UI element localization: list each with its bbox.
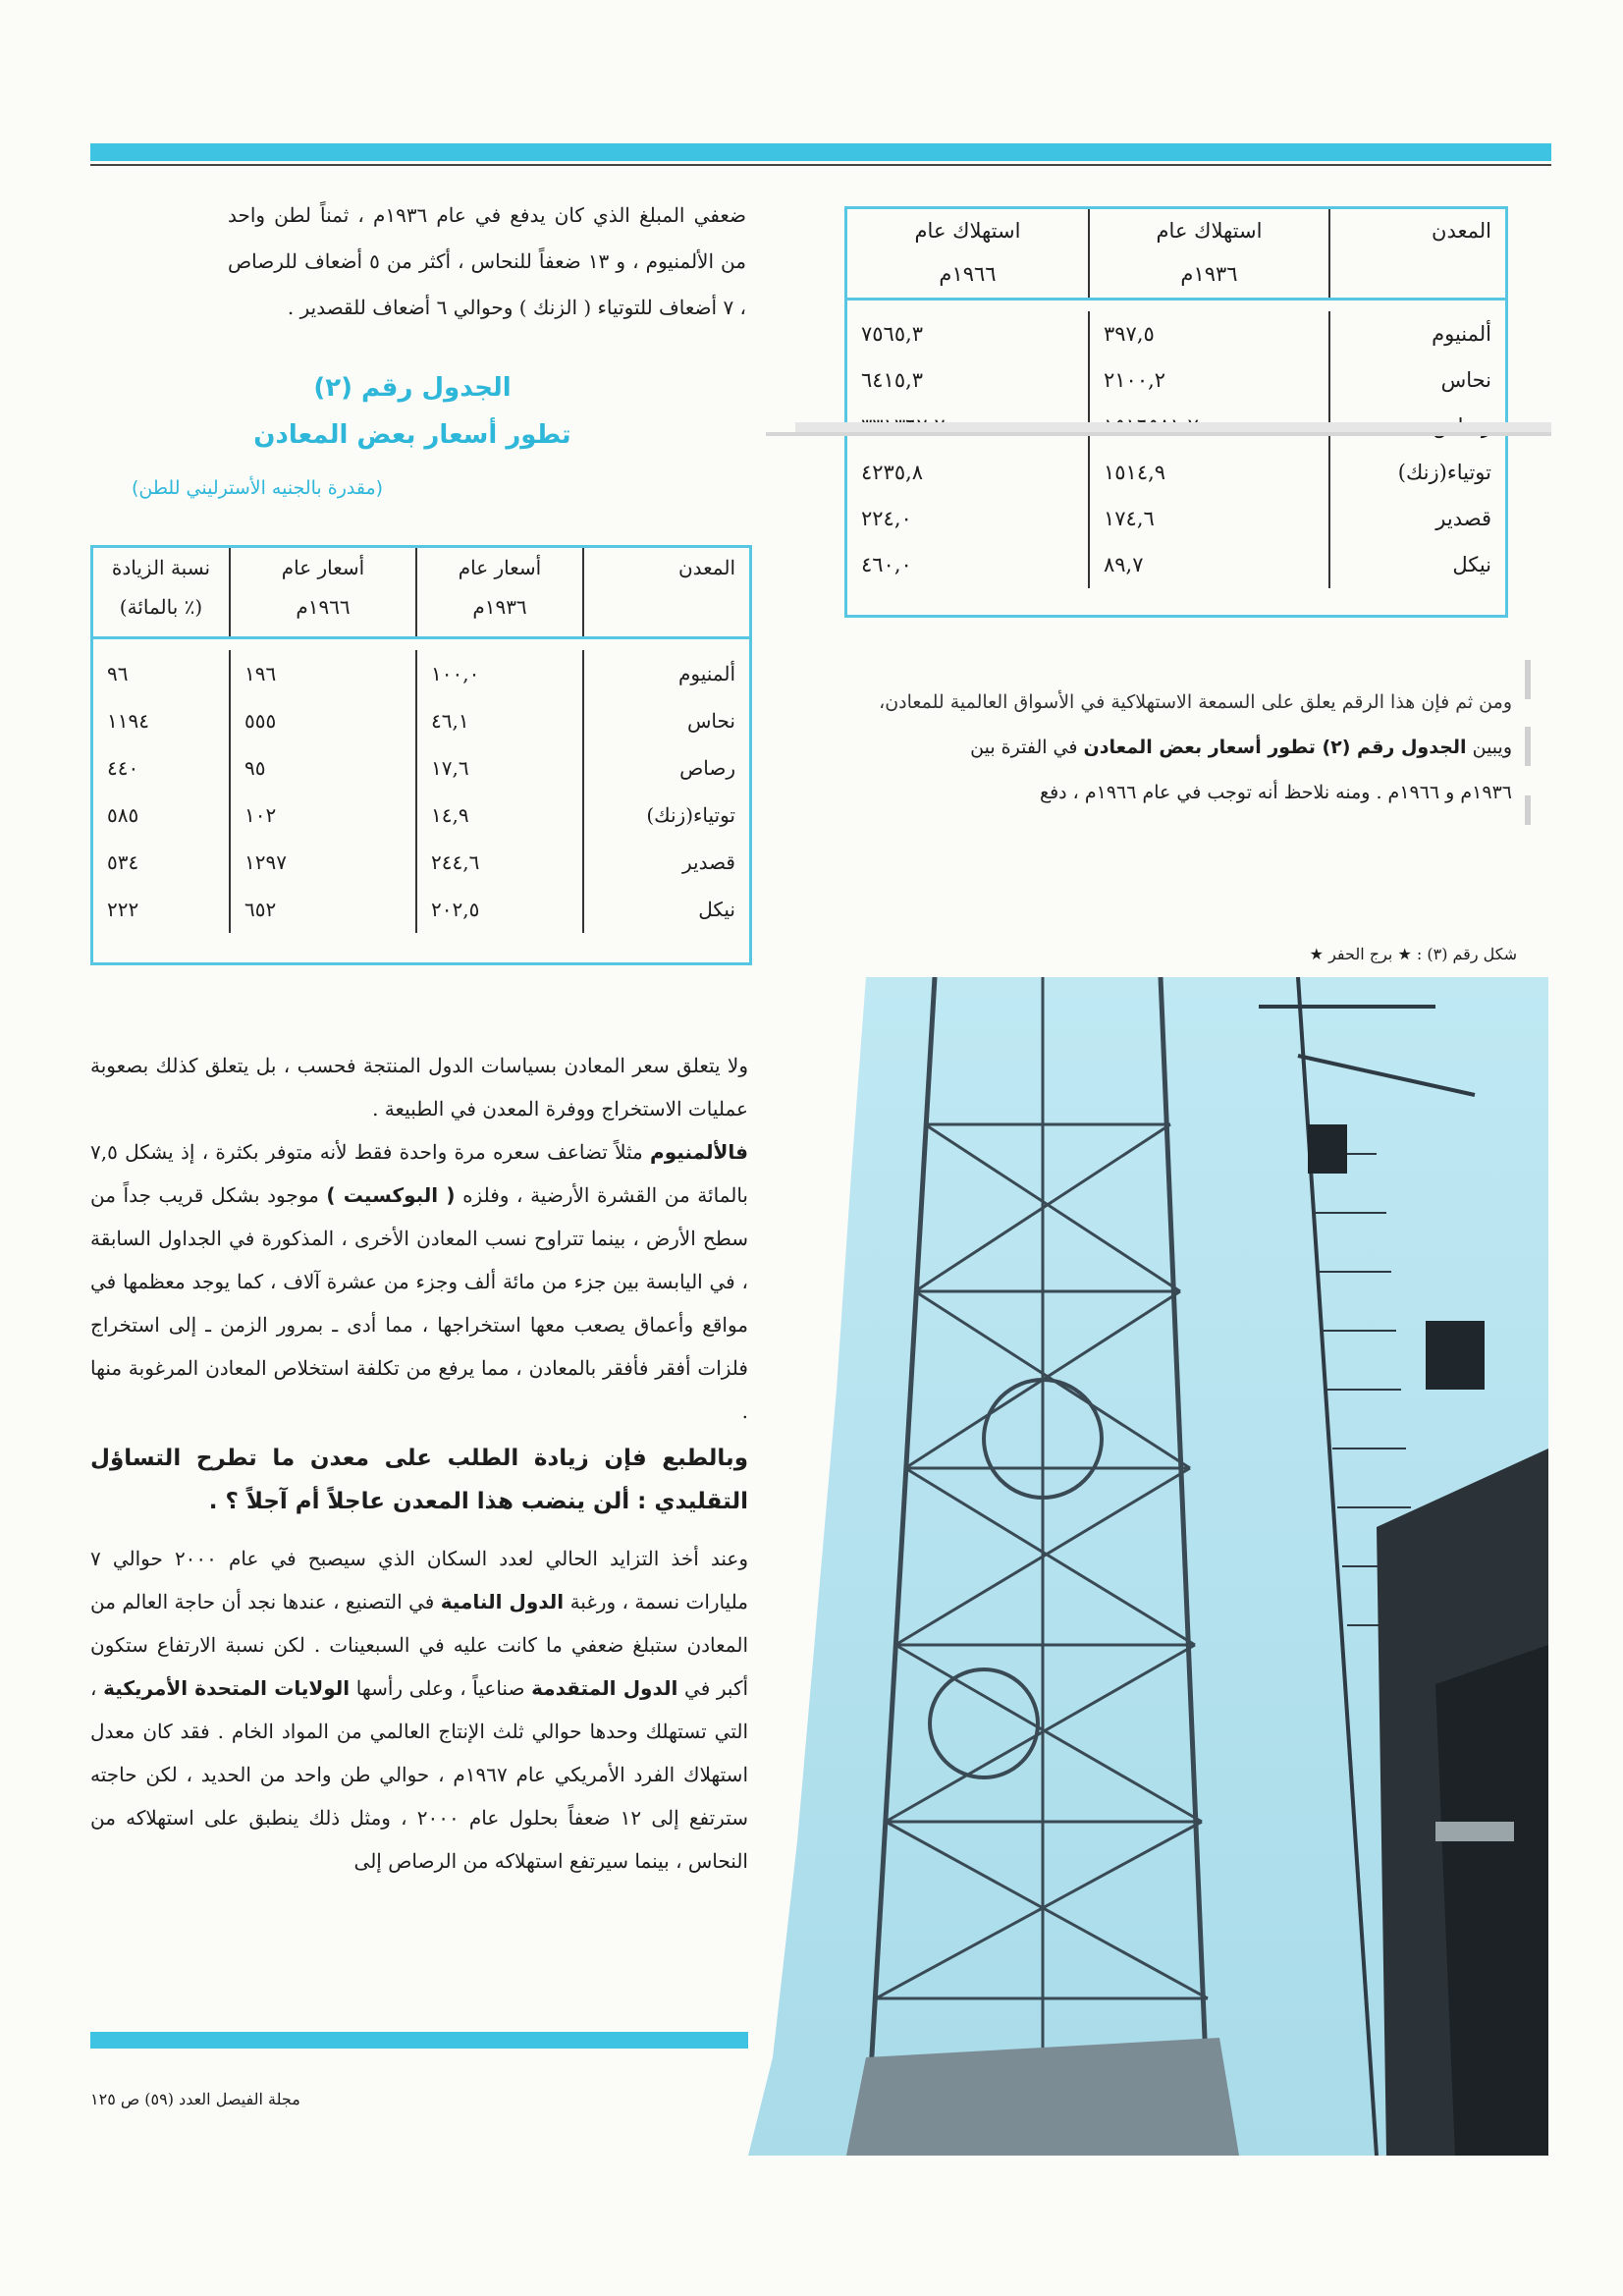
table2-cell-increase: ٥٨٥: [107, 802, 139, 827]
table2-frame: [90, 545, 752, 965]
bottom-accent-bar: [90, 2032, 768, 2049]
paragraph-question: وبالطبع فإن زيادة الطلب على معدن ما تطرح التساؤل التقليدي : ألن ينضب هذا المعدن عاجلاً أم آجلاً ؟ .: [90, 1446, 748, 1514]
table1-cell-1966: ٤٢٣٥,٨: [861, 461, 924, 484]
table2-header-1966: أسعار عام ١٩٦٦م: [230, 548, 416, 638]
table2-cell-increase: ١١٩٤: [107, 708, 149, 733]
table2-cell-1966: ٥٥٥: [230, 697, 416, 744]
table2-cell-1936: ٤٦,١: [416, 697, 583, 744]
table2-cell-increase: ٢٢٢: [107, 897, 139, 921]
table2-unit: (مقدرة بالجنيه الأسترليني للطن): [131, 477, 384, 499]
table2-row: [93, 650, 749, 697]
paragraph-consumption: وعند أخذ التزايد الحالي لعدد السكان الذي سيصبح في عام ٢٠٠٠ حوالي ٧ مليارات نسمة ، ورغبة الدول النامية في التصنيع ، عندها نجد أن حاجة العالم من المعادن ستبلغ ضعفي ما كانت عليه في السبعينات . لكن نسبة الارتفاع ستكون أكبر في الدول المتقدمة صناعياً ، وعلى رأسها الولايات المتحدة الأمريكية ، التي تستهلك وحدها حوالي ثلث الإنتاج العالمي من المواد الخام . فقد كان معدل استهلاك الفرد الأمريكي عام ١٩٦٧م ، حوالي طن واحد من الحديد ، لكن حاجته سترتفع إلى ١٢ ضعفاً بحلول عام ٢٠٠٠ ، ومثل ذلك ينطبق على استهلاكه من النحاس ، بينما سيرتفع استهلاكه من الرصاص إلى: [90, 1547, 749, 1873]
photo-caption: شكل رقم (٣) : ★ برج الحفر ★: [1309, 945, 1517, 963]
left-intro-text: [228, 192, 746, 331]
margin-mark: [1525, 795, 1531, 825]
table2-cell-1936: ١٧,٦: [416, 744, 583, 792]
table1-cell-metal: ألمنيوم: [1329, 311, 1505, 357]
table2-row: [93, 792, 749, 839]
table2-header-row: [93, 548, 749, 638]
table2-cell-increase: ٩٦: [107, 661, 129, 685]
table1-cell-metal: نيكل: [1329, 542, 1505, 588]
table1-cell-1966: ٢٢٤,٠: [861, 507, 912, 530]
left-body-text: [90, 1044, 748, 1883]
table2-cell-1966: ١٩٦: [230, 650, 416, 697]
table1-cell-1936: ١٥١٤,٩: [1089, 450, 1329, 496]
table2-cell-1936: ٢٠٢,٥: [416, 886, 583, 933]
table2-cell-metal: رصاص: [583, 744, 749, 792]
table2-cell-metal: قصدير: [583, 839, 749, 886]
table2-header-metal: المعدن: [583, 548, 749, 638]
table2-cell-metal: توتياء(زنك): [583, 792, 749, 839]
top-rule: [90, 164, 1551, 166]
table2-cell-1966: ١٠٢: [230, 792, 416, 839]
table1-cell-1966: ٤٦٠,٠: [861, 553, 912, 576]
right-text-line3: ١٩٣٦م و ١٩٦٦م . ومنه نلاحظ أنه توجب في عام ١٩٦٦م ، دفع: [1039, 782, 1512, 803]
table2-cell-1966: ٩٥: [230, 744, 416, 792]
consumption-table: [847, 209, 1505, 588]
table1-header-metal: المعدن: [1329, 209, 1505, 300]
table2-header-1936: أسعار عام ١٩٣٦م: [416, 548, 583, 638]
table2-cell-metal: ألمنيوم: [583, 650, 749, 697]
table2-subtitle: تطور أسعار بعض المعادن: [253, 420, 571, 450]
table2-title: الجدول رقم (٢): [313, 373, 512, 403]
drilling-tower-image: [748, 977, 1548, 2156]
table1-cell-1936: ٢١٠٠,٢: [1089, 357, 1329, 404]
table1-cell-1936: ٨٩,٧: [1089, 542, 1329, 588]
top-accent-bar: [90, 143, 1551, 161]
right-text-block: [844, 680, 1512, 815]
table1-cell-1936: ١٧٤,٦: [1089, 496, 1329, 542]
table2-row: [93, 839, 749, 886]
table1-cell-1936: ٣٩٧,٥: [1089, 311, 1329, 357]
table2-cell-1936: ١٤,٩: [416, 792, 583, 839]
table1-row: [847, 496, 1505, 542]
table2-header-increase: نسبة الزيادة (٪ بالمائة): [93, 548, 230, 638]
table1-header-1936: استهلاك عام ١٩٣٦م: [1089, 209, 1329, 300]
table1-header-1966: استهلاك عام ١٩٦٦م: [847, 209, 1089, 300]
table2-row: [93, 886, 749, 933]
table1-row: [847, 450, 1505, 496]
page-footer: مجلة الفيصل العدد (٥٩) ص ١٢٥: [90, 2090, 300, 2108]
table1-cell-metal: نحاس: [1329, 357, 1505, 404]
scan-artifact-line: [766, 432, 1551, 436]
table1-row: [847, 357, 1505, 404]
margin-mark: [1525, 660, 1531, 699]
right-text-line2: ويبين الجدول رقم (٢) تطور أسعار بعض المعادن في الفترة بين: [970, 737, 1512, 758]
table2-cell-1936: ٢٤٤,٦: [416, 839, 583, 886]
paragraph-aluminium: فالألمنيوم مثلاً تضاعف سعره مرة واحدة فقط لأنه متوفر بكثرة ، إذ يشكل ٧,٥ بالمائة من القشرة الأرضية ، وفلزه ( البوكسيت ) موجود بشكل قريب جداً من سطح الأرض ، بينما تتراوح نسب المعادن الأخرى ، المذكورة في الجداول السابقة ، في اليابسة بين جزء من مائة ألف وجزء من عشرة آلاف ، كما يوجد معظمها في مواقع وأعماق يصعب معها استخراجها ، مما أدى ـ بمرور الزمن ـ إلى استخراج فلزات أفقر فأفقر بالمعادن ، مما يرفع من تكلفة استخلاص المعادن المرغوبة منها .: [90, 1140, 749, 1423]
table1-cell-1966: ٦٤١٥,٣: [861, 368, 924, 392]
drilling-tower-photo: [748, 977, 1548, 2156]
table-spacer-row: [93, 638, 749, 650]
table2-cell-1966: ٦٥٢: [230, 886, 416, 933]
table1-frame: [844, 206, 1508, 618]
table2-row: [93, 744, 749, 792]
table2-cell-metal: نيكل: [583, 886, 749, 933]
table2-row: [93, 697, 749, 744]
table2-cell-1936: ١٠٠,٠: [416, 650, 583, 697]
table1-row: [847, 542, 1505, 588]
table2-cell-increase: ٥٣٤: [107, 849, 139, 874]
table1-cell-1966: ٧٥٦٥,٣: [861, 322, 924, 346]
left-intro-paragraph: ضعفي المبلغ الذي كان يدفع في عام ١٩٣٦م ، ثمناً لطن واحد من الألمنيوم ، و ١٣ ضعفاً للنحاس ، أكثر من ٥ أضعاف للرصاص ، ٧ أضعاف للتوتياء ( الزنك ) وحوالي ٦ أضعاف للقصدير .: [228, 203, 746, 319]
table2-cell-increase: ٤٤٠: [107, 755, 139, 780]
table1-cell-metal: توتياء(زنك): [1329, 450, 1505, 496]
right-text-line1: ومن ثم فإن هذا الرقم يعلق على السمعة الاستهلاكية في الأسواق العالمية للمعادن،: [879, 691, 1512, 713]
table1-cell-metal: قصدير: [1329, 496, 1505, 542]
margin-mark: [1525, 727, 1531, 766]
prices-table: [93, 548, 749, 933]
table2-cell-1966: ١٢٩٧: [230, 839, 416, 886]
paragraph-price-factors: ولا يتعلق سعر المعادن بسياسات الدول المنتجة فحسب ، بل يتعلق كذلك بصعوبة عمليات الاستخراج ووفرة المعدن في الطبيعة .: [90, 1054, 748, 1121]
scan-artifact: [795, 422, 1551, 432]
table1-header-row: [847, 209, 1505, 300]
table2-cell-metal: نحاس: [583, 697, 749, 744]
table1-row: [847, 311, 1505, 357]
table-spacer-row: [847, 300, 1505, 311]
